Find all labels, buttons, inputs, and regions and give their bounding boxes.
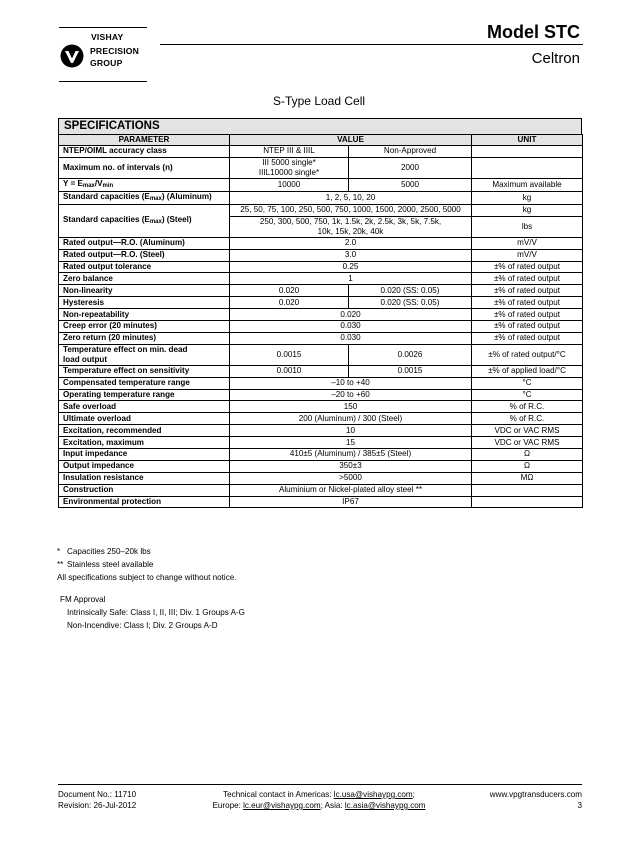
param-cell: Zero return (20 minutes) (59, 332, 230, 344)
unit-cell: ±% of rated output (472, 332, 583, 344)
param-text: ) (Steel) (161, 214, 192, 224)
table-row (59, 472, 583, 484)
page-number: 3 (577, 801, 582, 810)
value-cell: 0.020 (230, 285, 349, 297)
table-row (59, 496, 583, 508)
unit-cell: °C (472, 377, 583, 389)
contact-label: Technical contact in Americas: (223, 790, 334, 799)
table-row (59, 249, 583, 261)
unit-cell: ±% of rated output/°C (472, 344, 583, 365)
table-row (59, 484, 583, 496)
website-link[interactable]: www.vpgtransducers.com (489, 790, 582, 799)
value-cell: 2000 (349, 157, 472, 178)
value-cell: 25, 50, 75, 100, 250, 500, 750, 1000, 1500, 2000, 2500, 5000 (230, 204, 472, 216)
value-cell: 0.25 (230, 261, 472, 273)
unit-cell: Ω (472, 460, 583, 472)
value-cell: 0.0010 (230, 365, 349, 377)
brand-name: Celtron (531, 50, 580, 67)
logo-bottom-rule (59, 81, 147, 82)
document-title: S-Type Load Cell (272, 94, 366, 108)
value-cell: 2.0 (230, 237, 472, 249)
value-cell: 10000 (230, 178, 349, 191)
param-subscript: max (149, 195, 162, 202)
param-cell: Temperature effect on sensitivity (59, 365, 230, 377)
table-row (59, 204, 583, 216)
unit-cell: mV/V (472, 249, 583, 261)
table-row (59, 309, 583, 321)
vishay-v-logo-icon (60, 44, 84, 68)
value-cell: 0.020 (230, 309, 472, 321)
unit-cell: Ω (472, 449, 583, 461)
table-row (59, 449, 583, 461)
param-cell (59, 191, 230, 204)
table-row (59, 297, 583, 309)
specifications-heading: SPECIFICATIONS (58, 118, 582, 134)
param-cell: Rated output tolerance (59, 261, 230, 273)
param-cell: Rated output—R.O. (Steel) (59, 249, 230, 261)
value-cell: NTEP III & IIIL (230, 146, 349, 158)
value-line: 250, 300, 500, 750, 1k, 1.5k, 2k, 2.5k, 3k, 5k, 7.5k, (259, 216, 442, 226)
param-cell: Excitation, maximum (59, 437, 230, 449)
param-cell: Safe overload (59, 401, 230, 413)
unit-cell: VDC or VAC RMS (472, 437, 583, 449)
unit-cell: ±% of rated output (472, 273, 583, 285)
table-row (59, 191, 583, 204)
unit-cell (472, 484, 583, 496)
param-cell: Non-linearity (59, 285, 230, 297)
table-row (59, 285, 583, 297)
unit-cell: mV/V (472, 237, 583, 249)
unit-cell: kg (472, 204, 583, 216)
unit-cell (472, 157, 583, 178)
value-cell: 350±3 (230, 460, 472, 472)
unit-cell: kg (472, 191, 583, 204)
unit-cell: lbs (472, 216, 583, 237)
unit-cell: % of R.C. (472, 401, 583, 413)
unit-cell: ±% of applied load/°C (472, 365, 583, 377)
disclaimer: All specifications subject to change without notice. (57, 572, 237, 582)
unit-cell: ±% of rated output (472, 309, 583, 321)
value-cell: 0.0015 (230, 344, 349, 365)
value-cell: 3.0 (230, 249, 472, 261)
value-cell: 1, 2, 5, 10, 20 (230, 191, 472, 204)
param-text: Standard capacities (E (63, 191, 150, 201)
table-row (59, 377, 583, 389)
table-row (59, 401, 583, 413)
table-row (59, 146, 583, 158)
value-cell: 0.0015 (349, 365, 472, 377)
unit-cell: ±% of rated output (472, 285, 583, 297)
param-cell (59, 178, 230, 191)
value-line: IIIL10000 single* (258, 167, 320, 177)
value-cell (230, 216, 472, 237)
revision-date: Revision: 26-Jul-2012 (58, 801, 137, 810)
param-cell: Rated output—R.O. (Aluminum) (59, 237, 230, 249)
param-cell: Non-repeatability (59, 309, 230, 321)
value-line: 10k, 15k, 20k, 40k (317, 226, 384, 236)
footnote (57, 546, 237, 559)
param-subscript: max (149, 218, 162, 225)
document-number: Document No.: 11710 (58, 790, 137, 799)
param-cell: Construction (59, 484, 230, 496)
table-row (59, 425, 583, 437)
value-cell: 15 (230, 437, 472, 449)
value-cell: 0.020 (230, 297, 349, 309)
unit-cell: ±% of rated output (472, 297, 583, 309)
param-cell: Zero balance (59, 273, 230, 285)
fm-approval-line: Non-Incendive: Class I; Div. 2 Groups A-D (67, 620, 218, 630)
value-cell (230, 157, 349, 178)
table-row (59, 178, 583, 191)
param-cell: Ultimate overload (59, 413, 230, 425)
unit-cell: MΩ (472, 472, 583, 484)
param-cell: Hysteresis (59, 297, 230, 309)
table-row (59, 261, 583, 273)
table-row (59, 365, 583, 377)
unit-cell: ±% of rated output (472, 321, 583, 333)
fm-approval (60, 594, 245, 632)
table-row (59, 157, 583, 178)
table-row (59, 460, 583, 472)
table-row (59, 321, 583, 333)
table-row (59, 437, 583, 449)
param-cell: Compensated temperature range (59, 377, 230, 389)
table-row (59, 389, 583, 401)
value-cell: –20 to +60 (230, 389, 472, 401)
param-cell (59, 204, 230, 237)
unit-cell: % of R.C. (472, 413, 583, 425)
value-cell: >5000 (230, 472, 472, 484)
col-header-unit: UNIT (472, 135, 583, 146)
param-cell: Excitation, recommended (59, 425, 230, 437)
footnotes (57, 546, 237, 584)
table-header-row (59, 135, 583, 146)
param-cell: Maximum no. of intervals (n) (59, 157, 230, 178)
param-cell: Insulation resistance (59, 472, 230, 484)
value-cell: 0.020 (SS: 0.05) (349, 285, 472, 297)
param-subscript: max (82, 182, 95, 189)
value-cell: 0.030 (230, 321, 472, 333)
col-header-parameter: PARAMETER (59, 135, 230, 146)
unit-cell (472, 496, 583, 508)
param-text: Y = E (63, 178, 83, 188)
param-text: ) (Aluminum) (161, 191, 212, 201)
value-cell: –10 to +40 (230, 377, 472, 389)
table-row (59, 344, 583, 365)
footnote-mark: * (57, 547, 61, 556)
header-rule (160, 44, 583, 45)
footer-site-info (490, 789, 582, 811)
param-cell: Input impedance (59, 449, 230, 461)
unit-cell: VDC or VAC RMS (472, 425, 583, 437)
value-cell: Non-Approved (349, 146, 472, 158)
param-cell: NTEP/OIML accuracy class (59, 146, 230, 158)
specifications-table (58, 134, 583, 508)
contact-separator: ; Asia: (320, 801, 345, 810)
email-link-asia[interactable]: lc.asia@vishaypg.com (344, 801, 426, 810)
value-cell: 10 (230, 425, 472, 437)
value-cell: 0.0026 (349, 344, 472, 365)
fm-approval-title: FM Approval (60, 595, 106, 604)
param-line: load output (63, 354, 108, 364)
specifications-section (58, 118, 582, 508)
value-cell: IP67 (230, 496, 472, 508)
value-cell: 0.030 (230, 332, 472, 344)
contact-separator: ; (412, 790, 415, 799)
value-cell: 200 (Aluminum) / 300 (Steel) (230, 413, 472, 425)
col-header-value: VALUE (230, 135, 472, 146)
value-cell: 410±5 (Aluminum) / 385±5 (Steel) (230, 449, 472, 461)
unit-cell: ±% of rated output (472, 261, 583, 273)
logo-top-rule (59, 27, 147, 28)
param-cell: Creep error (20 minutes) (59, 321, 230, 333)
table-row (59, 273, 583, 285)
table-row (59, 332, 583, 344)
footnote-text: Capacities 250–20k lbs (67, 547, 151, 556)
param-text: Standard capacities (E (63, 214, 150, 224)
footnote (57, 559, 237, 572)
param-cell: Output impedance (59, 460, 230, 472)
email-link-europe[interactable]: lc.eur@vishaypg.com (243, 801, 321, 810)
model-name: Model STC (487, 22, 580, 42)
param-cell: Operating temperature range (59, 389, 230, 401)
footnote-mark: ** (57, 559, 64, 569)
contact-label: Europe: (212, 801, 244, 810)
value-cell: 1 (230, 273, 472, 285)
footnote-text: Stainless steel available (67, 559, 154, 569)
value-cell: 150 (230, 401, 472, 413)
table-row (59, 413, 583, 425)
value-cell: 5000 (349, 178, 472, 191)
value-cell: Aluminium or Nickel-plated alloy steel ** (230, 484, 472, 496)
param-text: /V (94, 178, 103, 188)
unit-cell (472, 146, 583, 158)
footer-rule (58, 784, 582, 785)
unit-cell: °C (472, 389, 583, 401)
email-link-usa[interactable]: lc.usa@vishaypg.com (333, 790, 413, 799)
param-line: Temperature effect on min. dead (63, 344, 188, 354)
logo-text-group: GROUP (90, 58, 123, 68)
value-line: III 5000 single* (262, 157, 316, 167)
param-cell (59, 344, 230, 365)
param-subscript: min (102, 182, 114, 189)
value-cell: 0.020 (SS: 0.05) (349, 297, 472, 309)
unit-cell: Maximum available (472, 178, 583, 191)
table-row (59, 237, 583, 249)
param-cell: Environmental protection (59, 496, 230, 508)
logo-text-precision: PRECISION (90, 46, 140, 56)
fm-approval-line: Intrinsically Safe: Class I, II, III; Div. 1 Groups A-G (67, 607, 245, 617)
logo-text-vishay: VISHAY (91, 32, 124, 42)
